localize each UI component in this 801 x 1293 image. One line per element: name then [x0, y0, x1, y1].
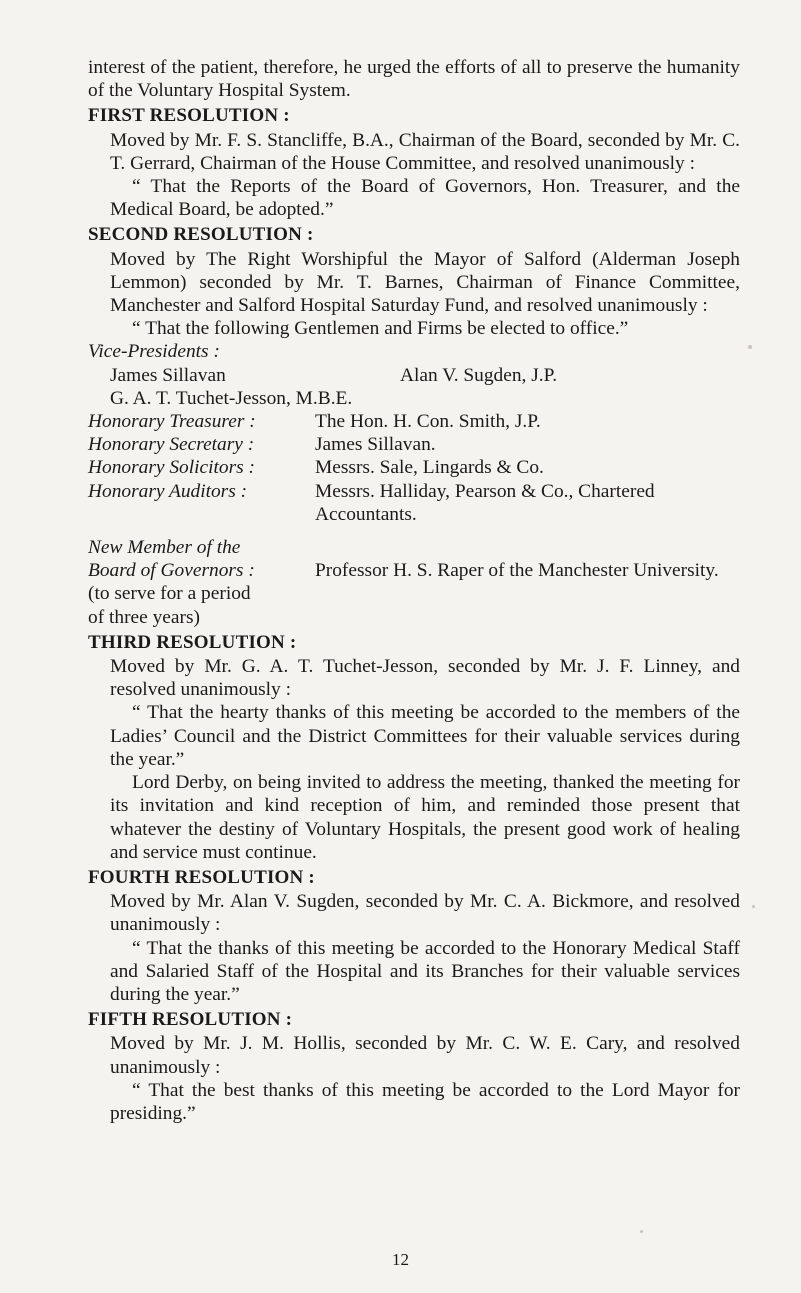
- paper-speck: [640, 1230, 643, 1233]
- new-member-label-line-2: Board of Governors :: [88, 560, 255, 582]
- third-resolution-quote: “ That the hearty thanks of this meeting be accorded to the members of the Ladies’ Council and the District Committees for their valuable services during the year.”: [110, 702, 740, 770]
- new-member-name: Professor H. S. Raper of the Manchester University.: [315, 560, 719, 582]
- officer-role: Honorary Secretary :: [88, 434, 255, 456]
- officer-role: Honorary Auditors :: [88, 480, 248, 502]
- fifth-resolution-quote: “ That the best thanks of this meeting be accorded to the Lord Mayor for presiding.”: [110, 1079, 740, 1124]
- new-member-label-line-1: New Member of the: [88, 537, 241, 559]
- page-number: 12: [392, 1250, 409, 1269]
- spacer: [88, 526, 740, 536]
- third-resolution-heading: THIRD RESOLUTION :: [88, 631, 297, 653]
- fifth-resolution-moved: Moved by Mr. J. M. Hollis, seconded by Mr. C. W. E. Cary, and resolved unanimously :: [110, 1033, 740, 1078]
- new-member-term-line-1: (to serve for a period: [88, 583, 251, 605]
- second-resolution-heading: SECOND RESOLUTION :: [88, 224, 314, 246]
- officer-row: [88, 410, 740, 433]
- officer-row: [88, 480, 740, 526]
- new-member-row: [88, 536, 740, 629]
- body-text: [88, 56, 740, 1125]
- vice-presidents-label: Vice-Presidents :: [88, 341, 220, 363]
- officer-role: Honorary Solicitors :: [88, 457, 255, 479]
- new-member-label: [88, 536, 312, 629]
- fourth-resolution-heading: FOURTH RESOLUTION :: [88, 866, 315, 888]
- vice-president-1: James Sillavan: [110, 364, 226, 386]
- new-member-term-line-2: of three years): [88, 606, 200, 628]
- vice-president-2: Alan V. Sugden, J.P.: [400, 364, 558, 386]
- paper-speck: [748, 345, 752, 349]
- fourth-resolution-moved: Moved by Mr. Alan V. Sugden, seconded by Mr. C. A. Bickmore, and resolved unanimously :: [110, 891, 740, 936]
- second-resolution-moved: Moved by The Right Worshipful the Mayor of Salford (Alderman Joseph Lemmon) seconded by Mr. T. Barnes, Chairman of Finance Committee, Manchester and Salford Hospital Saturday Fund, and resolved unanimously :: [110, 248, 740, 317]
- officer-name: James Sillavan.: [315, 434, 436, 456]
- intro-paragraph: interest of the patient, therefore, he urged the efforts of all to preserve the humanity of the Voluntary Hospital System.: [88, 57, 740, 102]
- first-resolution-heading: FIRST RESOLUTION :: [88, 105, 290, 127]
- officer-name: Messrs. Halliday, Pearson & Co., Chartered Accountants.: [315, 480, 655, 525]
- vice-president-3: G. A. T. Tuchet-Jesson, M.B.E.: [110, 387, 353, 409]
- paper-speck: [752, 905, 755, 908]
- first-resolution-moved: Moved by Mr. F. S. Stancliffe, B.A., Chairman of the Board, seconded by Mr. C. T. Gerrard, Chairman of the House Committee, and resolved unanimously :: [110, 129, 740, 174]
- officer-row: [88, 456, 740, 479]
- officer-name: Messrs. Sale, Lingards & Co.: [315, 457, 544, 479]
- fourth-resolution-quote: “ That the thanks of this meeting be accorded to the Honorary Medical Staff and Salaried Staff of the Hospital and its Branches for their valuable services during the year.”: [110, 937, 740, 1005]
- first-resolution-quote: “ That the Reports of the Board of Governors, Hon. Treasurer, and the Medical Board, be adopted.”: [110, 176, 740, 221]
- vice-presidents-row: [88, 364, 740, 387]
- officer-row: [88, 433, 740, 456]
- second-resolution-quote: “ That the following Gentlemen and Firms be elected to office.”: [132, 318, 629, 340]
- lord-derby-paragraph: Lord Derby, on being invited to address the meeting, thanked the meeting for its invitation and kind reception of him, and reminded those present that whatever the destiny of Voluntary Hospitals, the present good work of healing and service must continue.: [110, 772, 740, 863]
- third-resolution-moved: Moved by Mr. G. A. T. Tuchet-Jesson, seconded by Mr. J. F. Linney, and resolved unanimously :: [110, 656, 740, 701]
- fifth-resolution-heading: FIFTH RESOLUTION :: [88, 1009, 293, 1031]
- officer-role: Honorary Treasurer :: [88, 411, 256, 433]
- officer-name: The Hon. H. Con. Smith, J.P.: [315, 411, 541, 433]
